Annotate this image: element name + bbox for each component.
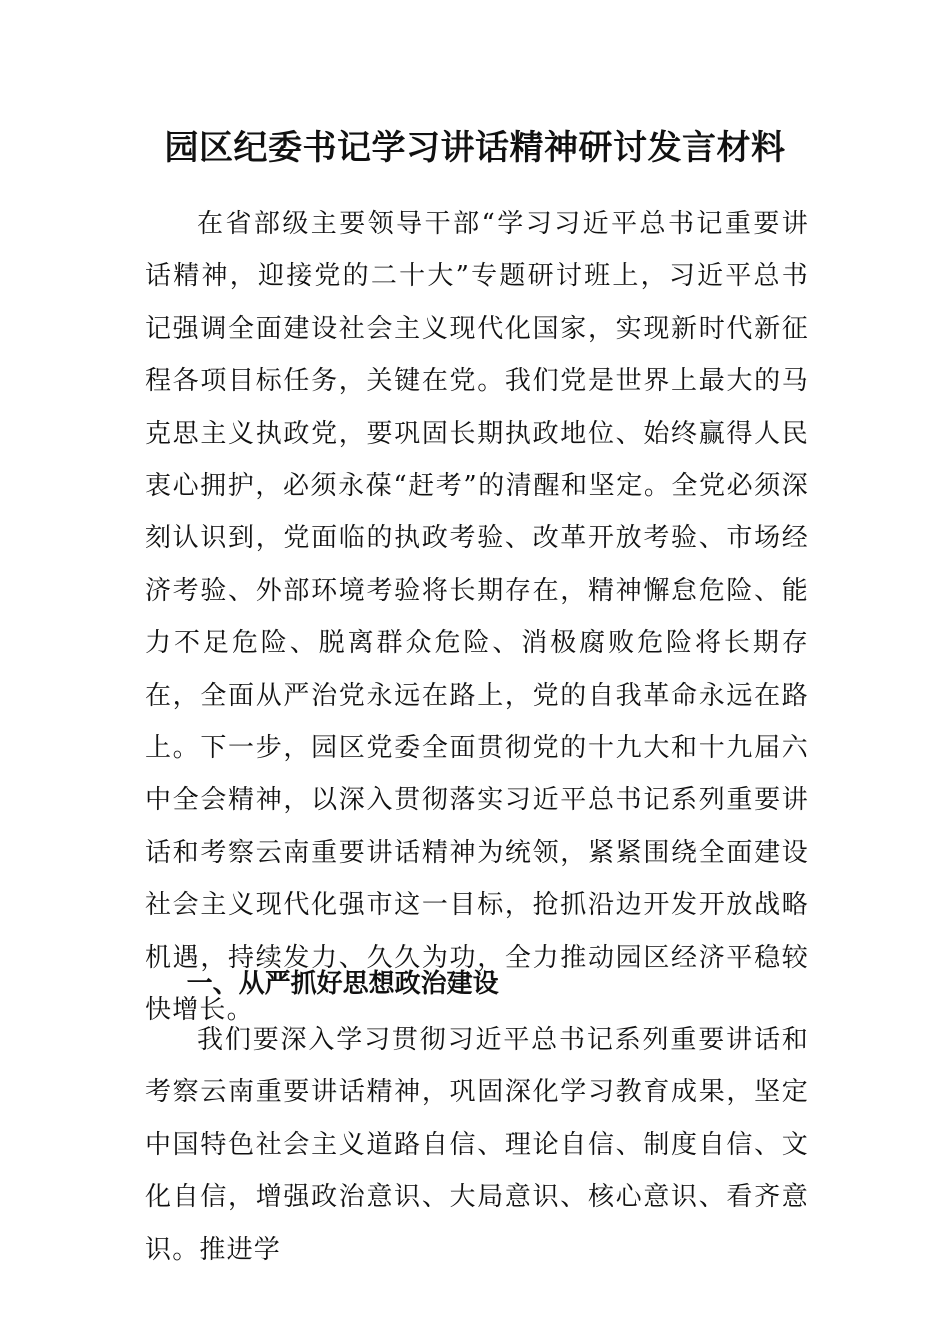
section-paragraph: 我们要深入学习贯彻习近平总书记系列重要讲话和考察云南重要讲话精神，巩固深化学习教育成果，坚定中国特色社会主义道路自信、理论自信、制度自信、文化自信，增强政治意识、大局意识、核心意识、看齐意识。推进学 (145, 1025, 809, 1265)
document-title: 园区纪委书记学习讲话精神研讨发言材料 (164, 128, 786, 168)
section-heading: 一、从严抓好思想政治建设 (186, 969, 499, 999)
intro-paragraph: 在省部级主要领导干部“学习习近平总书记重要讲话精神，迎接党的二十大”专题研讨班上，习近平总书记强调全面建设社会主义现代化国家，实现新时代新征程各项目标任务，关键在党。我们党是世界上最大的马克思主义执政党，要巩固长期执政地位、始终赢得人民衷心拥护，必须永葆“赶考”的清醒和坚定。全党必须深刻认识到，党面临的执政考验、改革开放考验、市场经济考验、外部环境考验将长期存在，精神懈怠危险、能力不足危险、脱离群众危险、消极腐败危险将长期存在，全面从严治党永远在路上，党的自我革命永远在路上。下一步，园区党委全面贯彻党的十九大和十九届六中全会精神，以深入贯彻落实习近平总书记系列重要讲话和考察云南重要讲话精神为统领，紧紧围绕全面建设社会主义现代化强市这一目标，抢抓沿边开发开放战略机遇，持续发力、久久为功，全力推动园区经济平稳较快增长。 (145, 209, 809, 1026)
